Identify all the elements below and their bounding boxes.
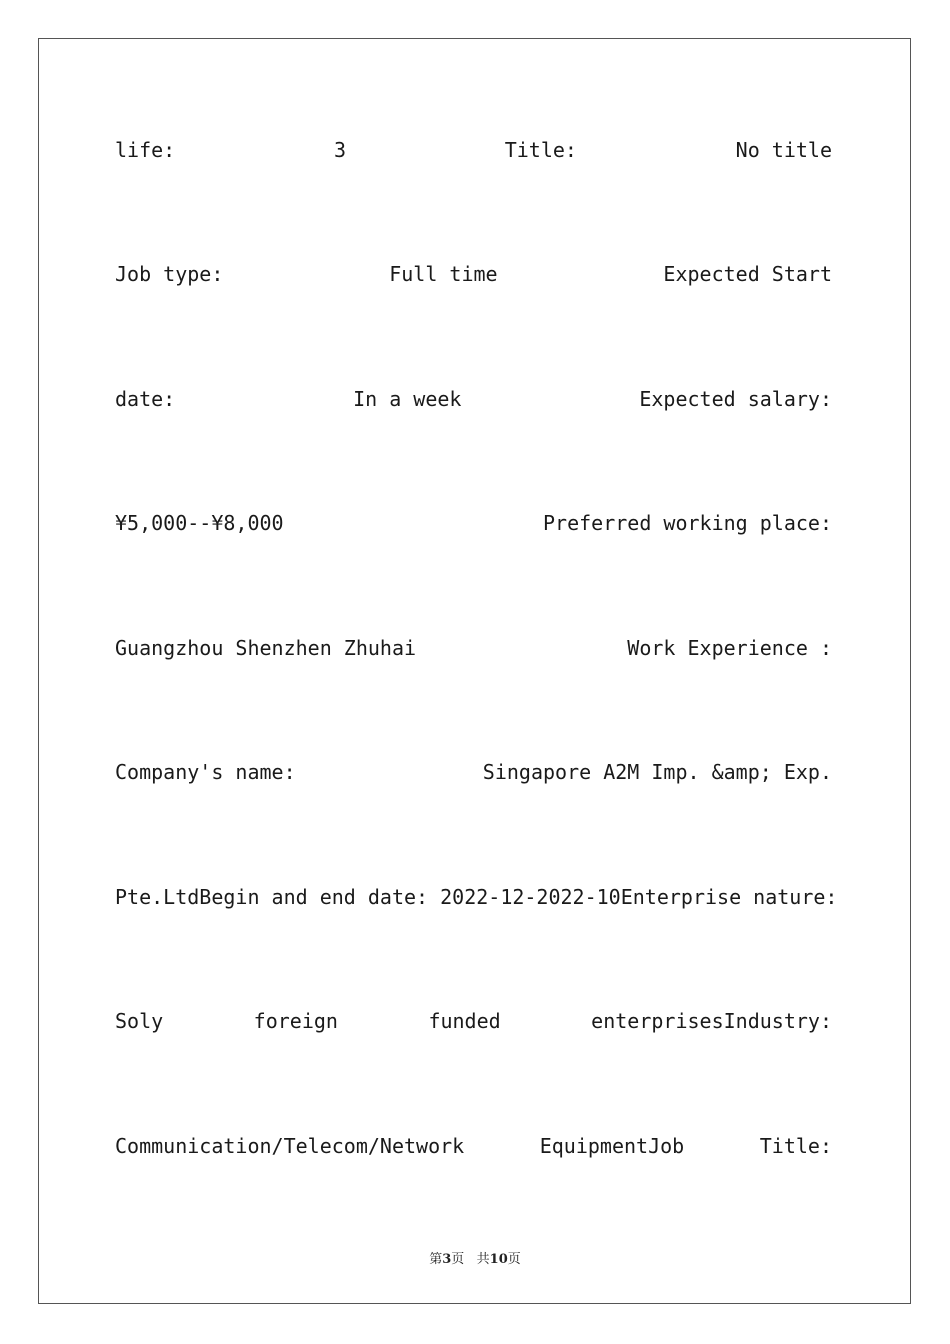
text-segment: enterprisesIndustry:	[591, 1009, 832, 1033]
text-segment: 3	[333, 138, 346, 162]
text-line	[115, 259, 832, 289]
page-footer	[0, 1248, 950, 1267]
text-line	[115, 1006, 832, 1036]
text-segment: Job type:	[115, 262, 224, 286]
text-line	[115, 633, 832, 663]
text-segment: Guangzhou Shenzhen Zhuhai	[115, 636, 417, 660]
text-line	[115, 384, 832, 414]
text-segment: ¥5,000--¥8,000	[115, 511, 284, 535]
text-segment: funded	[428, 1009, 501, 1033]
text-line	[115, 135, 832, 165]
text-segment: EquipmentJob	[539, 1134, 685, 1158]
text-segment: date:	[115, 387, 176, 411]
text-segment: Title:	[504, 138, 577, 162]
page-total: 10	[489, 1252, 508, 1267]
text-segment: Expected Start	[663, 262, 832, 286]
text-segment: Pte.LtdBegin and end date: 2022-12-2022-10Enterprise nature:	[115, 885, 838, 909]
text-line	[115, 882, 838, 912]
text-segment: In a week	[353, 387, 462, 411]
text-segment: Company's name:	[115, 760, 296, 784]
text-segment: Soly	[115, 1009, 164, 1033]
text-segment: Expected salary:	[639, 387, 832, 411]
text-segment: Communication/Telecom/Network	[115, 1134, 465, 1158]
page-number: 3	[442, 1252, 452, 1267]
page-border	[38, 38, 911, 1304]
text-segment: Title:	[759, 1134, 832, 1158]
text-segment: Preferred working place:	[543, 511, 832, 535]
text-line	[115, 757, 832, 787]
text-segment: Singapore A2M Imp. &amp; Exp.	[482, 760, 832, 784]
text-segment: No title	[735, 138, 832, 162]
footer-middle: 页 共	[451, 1252, 490, 1267]
footer-prefix: 第	[429, 1252, 443, 1267]
text-segment: Work Experience :	[627, 636, 832, 660]
text-segment: Full time	[389, 262, 498, 286]
text-segment: life:	[115, 138, 176, 162]
footer-suffix: 页	[507, 1252, 521, 1267]
text-segment: foreign	[253, 1009, 338, 1033]
text-line	[115, 508, 832, 538]
text-line	[115, 1131, 832, 1161]
